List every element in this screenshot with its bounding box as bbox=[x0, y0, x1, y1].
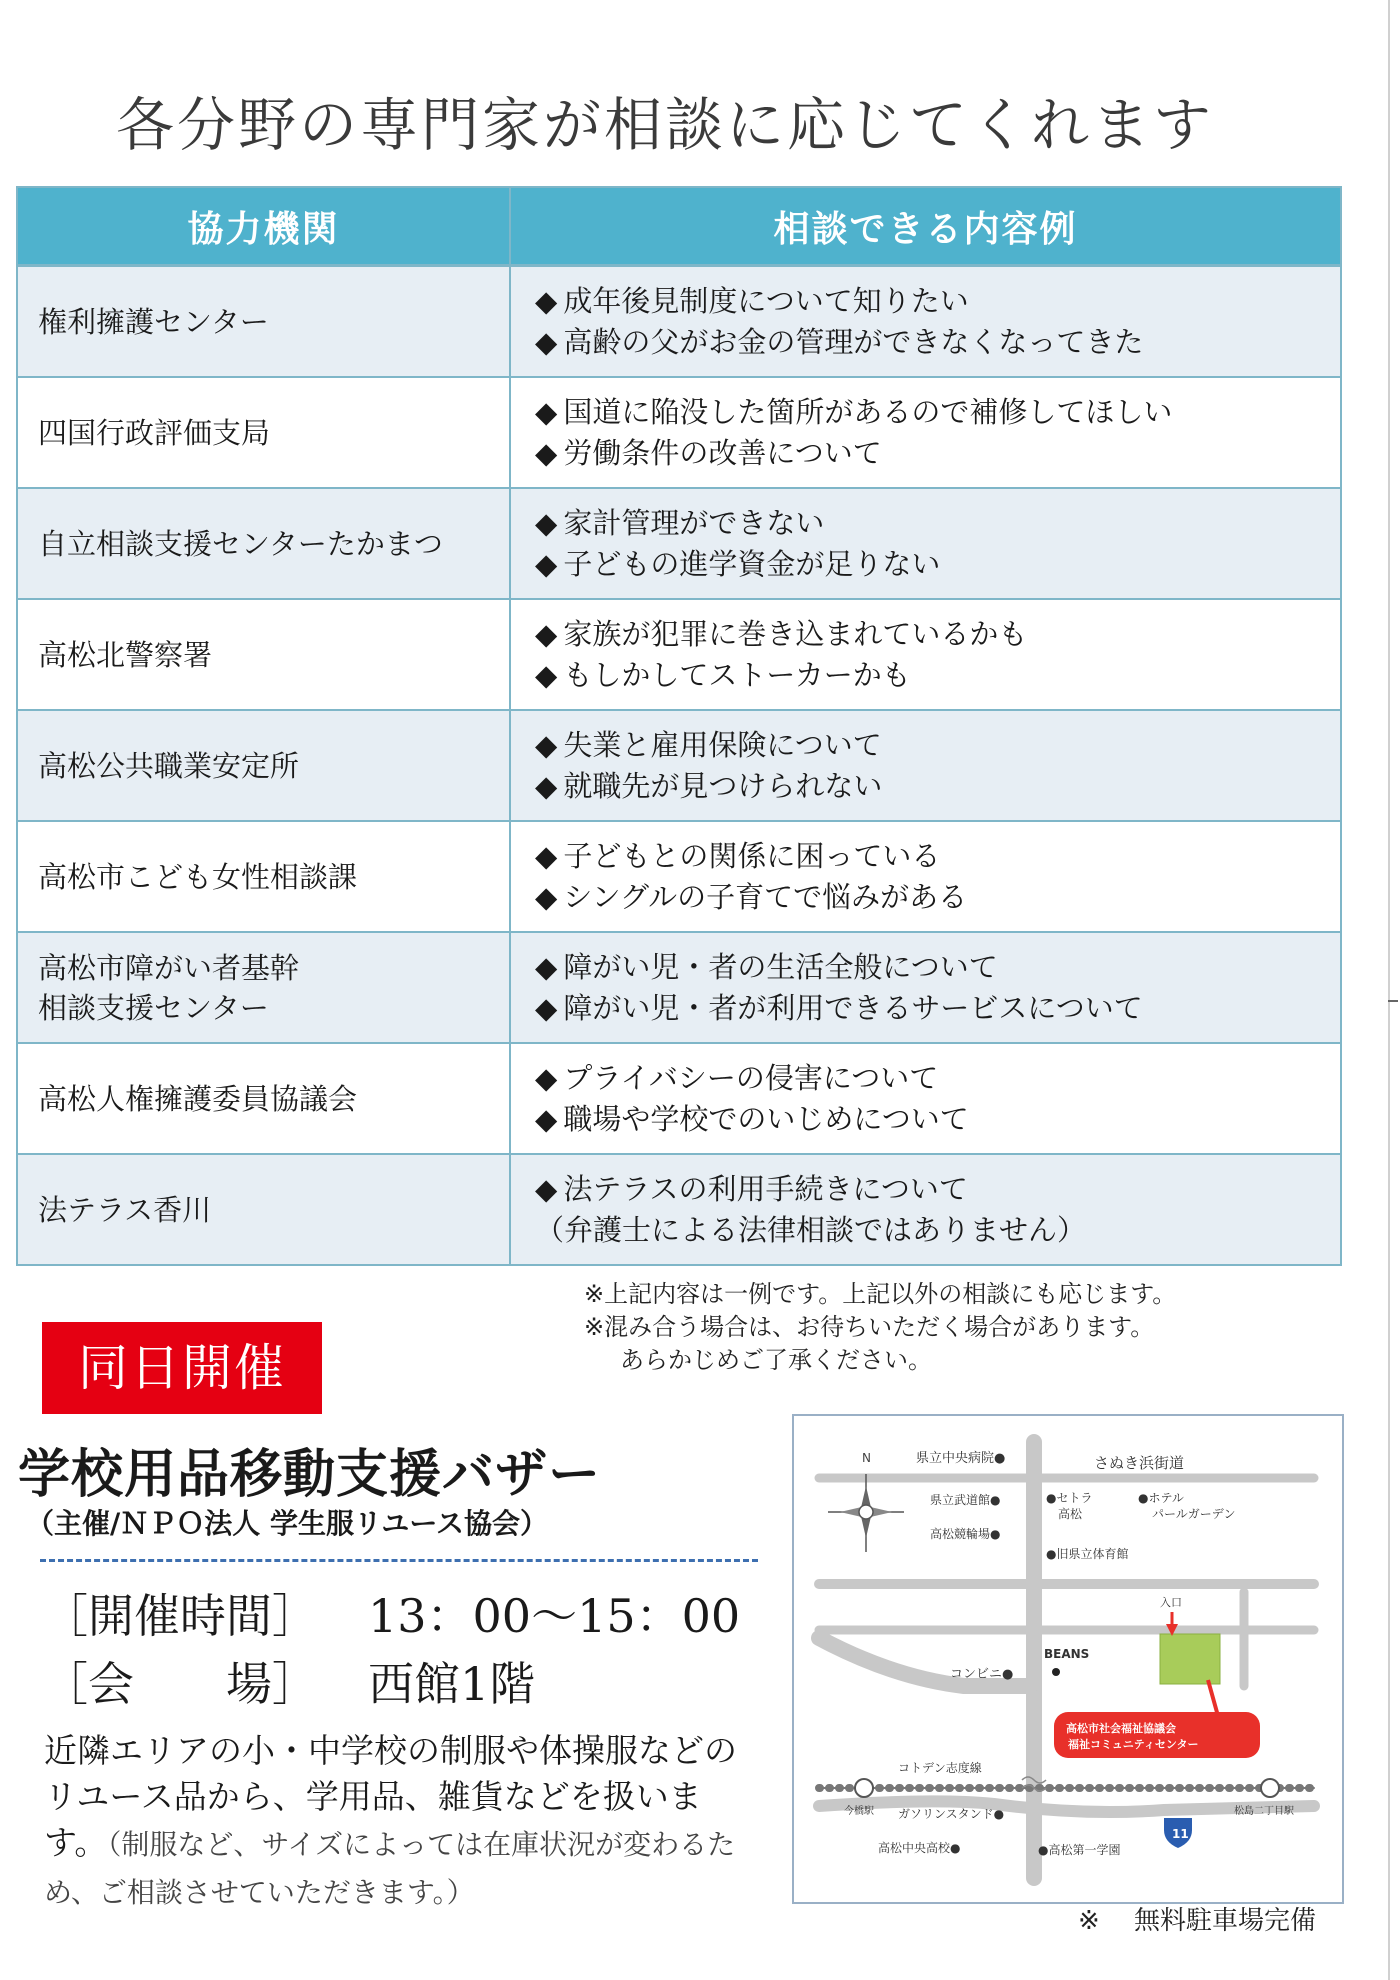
label-keirin: 高松競輪場● bbox=[930, 1527, 1001, 1541]
example-text: 就職先が見つけられない bbox=[563, 768, 883, 803]
example-item bbox=[535, 766, 1339, 807]
example-item bbox=[535, 433, 1339, 474]
diamond-bullet-icon: ◆ bbox=[535, 1101, 558, 1136]
label-hotel-2: パールガーデン bbox=[1152, 1507, 1236, 1521]
diamond-bullet-icon: ◆ bbox=[535, 768, 558, 803]
examples-cell bbox=[510, 821, 1341, 932]
organization-cell bbox=[17, 488, 510, 599]
diamond-bullet-icon: ◆ bbox=[535, 1060, 558, 1095]
example-text: 子どもの進学資金が足りない bbox=[563, 546, 941, 581]
example-item bbox=[535, 1058, 1339, 1099]
example-item bbox=[535, 392, 1339, 433]
example-item bbox=[535, 1169, 1339, 1210]
example-text: 高齢の父がお金の管理ができなくなってきた bbox=[563, 324, 1144, 359]
venue-callout bbox=[1054, 1712, 1260, 1758]
diamond-bullet-icon: ◆ bbox=[535, 949, 558, 984]
example-text: 労働条件の改善について bbox=[563, 435, 882, 470]
example-text: 法テラスの利用手続きについて bbox=[563, 1171, 968, 1206]
example-item bbox=[535, 544, 1339, 585]
organization-cell bbox=[17, 932, 510, 1043]
label-center-1: 高松市社会福祉協議会 bbox=[1066, 1722, 1176, 1735]
table-row bbox=[17, 266, 1341, 378]
organization-cell bbox=[17, 710, 510, 821]
example-item bbox=[535, 655, 1339, 696]
examples-cell bbox=[510, 1154, 1341, 1265]
organization-cell bbox=[17, 599, 510, 710]
organization-name: 高松市こども女性相談課 bbox=[38, 859, 358, 894]
diamond-bullet-icon: ◆ bbox=[535, 879, 558, 914]
callout-pointer bbox=[1208, 1680, 1218, 1716]
label-budokan: 県立武道館● bbox=[930, 1493, 1001, 1507]
example-text: 職場や学校でのいじめについて bbox=[563, 1101, 969, 1136]
diamond-bullet-icon: ◆ bbox=[535, 435, 558, 470]
right-margin-rule bbox=[1388, 0, 1390, 1980]
bazaar-time-row bbox=[42, 1580, 740, 1646]
bazaar-description bbox=[44, 1728, 764, 1916]
organization-cell bbox=[17, 1154, 510, 1265]
example-note: （弁護士による法律相談ではありません） bbox=[535, 1212, 1087, 1247]
label-entrance: 入口 bbox=[1160, 1596, 1182, 1609]
examples-cell bbox=[510, 932, 1341, 1043]
right-margin-tick bbox=[1388, 1000, 1398, 1002]
table-row bbox=[17, 710, 1341, 821]
time-value: 13：00～15：00 bbox=[368, 1589, 741, 1643]
organization-name: 自立相談支援センターたかまつ bbox=[38, 526, 443, 561]
example-item bbox=[535, 988, 1339, 1029]
organization-name: 高松公共職業安定所 bbox=[38, 748, 300, 783]
example-item bbox=[535, 836, 1339, 877]
venue-label: ［会 場］ bbox=[42, 1657, 318, 1711]
consultation-table bbox=[16, 186, 1342, 1266]
example-text: 子どもとの関係に困っている bbox=[563, 838, 941, 873]
label-conveni: コンビニ● bbox=[950, 1667, 1014, 1682]
access-map bbox=[792, 1414, 1344, 1904]
page-title: 各分野の専門家が相談に応じてくれます bbox=[115, 91, 1214, 159]
example-text: 失業と雇用保険について bbox=[563, 727, 882, 762]
station-matsushima-marker bbox=[1261, 1779, 1279, 1797]
compass-center bbox=[859, 1505, 873, 1519]
example-text: プライバシーの侵害について bbox=[563, 1060, 939, 1095]
organization-name: 高松北警察署 bbox=[38, 637, 213, 672]
diamond-bullet-icon: ◆ bbox=[535, 727, 558, 762]
example-item bbox=[535, 503, 1339, 544]
label-setora-2: 高松 bbox=[1058, 1507, 1083, 1521]
example-item bbox=[535, 725, 1339, 766]
diamond-bullet-icon: ◆ bbox=[535, 1171, 558, 1206]
example-text: 障がい児・者が利用できるサービスについて bbox=[563, 990, 1143, 1025]
example-text: 国道に陥没した箇所があるので補修してほしい bbox=[563, 394, 1173, 429]
organization-cell bbox=[17, 1043, 510, 1154]
diamond-bullet-icon: ◆ bbox=[535, 657, 558, 692]
label-beans: BEANS bbox=[1044, 1647, 1090, 1661]
organization-name: 四国行政評価支局 bbox=[38, 415, 271, 450]
example-item bbox=[535, 614, 1339, 655]
beans-dot bbox=[1052, 1668, 1060, 1676]
label-sanuki-road: さぬき浜街道 bbox=[1094, 1454, 1185, 1472]
label-gym: ●旧県立体育館 bbox=[1046, 1547, 1129, 1561]
organization-name: 高松市障がい者基幹 bbox=[38, 950, 300, 985]
label-chuo-hs: 高松中央高校● bbox=[878, 1841, 961, 1855]
example-item bbox=[535, 322, 1339, 363]
description-text: 近隣エリアの小・中学校の制服や体操服などのリユース品から、学用品、雑貨などを扱います。 bbox=[44, 1731, 737, 1862]
table-row bbox=[17, 599, 1341, 710]
header-examples: 相談できる内容例 bbox=[510, 187, 1341, 266]
organization-name: 法テラス香川 bbox=[38, 1192, 212, 1227]
note-line: ※上記内容は一例です。上記以外の相談にも応じます。 bbox=[584, 1280, 1177, 1308]
header-organization: 協力機関 bbox=[17, 187, 510, 266]
example-item bbox=[535, 1099, 1339, 1140]
venue-value: 西館1階 bbox=[368, 1657, 536, 1711]
bazaar-venue-row bbox=[42, 1648, 535, 1714]
label-kotoden: コトデン志度線 bbox=[898, 1761, 982, 1775]
example-item bbox=[535, 947, 1339, 988]
diamond-bullet-icon: ◆ bbox=[535, 616, 558, 651]
table-row bbox=[17, 932, 1341, 1043]
label-route-11: 11 bbox=[1172, 1827, 1189, 1841]
description-note: （制服など、サイズによっては在庫状況が変わるため、ご相談させていただきます。） bbox=[44, 1828, 736, 1909]
label-hotel: ●ホテル bbox=[1138, 1491, 1184, 1505]
example-item bbox=[535, 877, 1339, 918]
table-row bbox=[17, 488, 1341, 599]
organization-name: 高松人権擁護委員協議会 bbox=[38, 1081, 358, 1116]
bazaar-title: 学校用品移動支援バザー bbox=[18, 1444, 602, 1505]
organization-cell bbox=[17, 266, 510, 378]
label-matsushima: 松島二丁目駅 bbox=[1234, 1806, 1294, 1817]
example-text: 成年後見制度について知りたい bbox=[563, 283, 969, 318]
table-row bbox=[17, 1043, 1341, 1154]
diamond-bullet-icon: ◆ bbox=[535, 324, 558, 359]
bazaar-organizer: （主催/ＮＰＯ法人 学生服リユース協会） bbox=[26, 1507, 549, 1540]
same-day-event-badge: 同日開催 bbox=[42, 1322, 322, 1414]
venue-building bbox=[1160, 1634, 1220, 1684]
table-row bbox=[17, 821, 1341, 932]
example-text: 家計管理ができない bbox=[563, 505, 825, 540]
label-gas-station: ガソリンスタンド● bbox=[898, 1807, 1005, 1821]
examples-cell bbox=[510, 266, 1341, 378]
diamond-bullet-icon: ◆ bbox=[535, 283, 558, 318]
example-text: 家族が犯罪に巻き込まれているかも bbox=[563, 616, 1028, 651]
diamond-bullet-icon: ◆ bbox=[535, 505, 558, 540]
organization-name-line2: 相談支援センター bbox=[38, 990, 269, 1025]
example-item bbox=[535, 281, 1339, 322]
diamond-bullet-icon: ◆ bbox=[535, 394, 558, 429]
examples-cell bbox=[510, 377, 1341, 488]
dashed-divider bbox=[40, 1559, 758, 1562]
note-line: あらかじめご了承ください。 bbox=[620, 1346, 932, 1374]
table-row bbox=[17, 377, 1341, 488]
examples-cell bbox=[510, 1043, 1341, 1154]
examples-cell bbox=[510, 710, 1341, 821]
note-line: ※混み合う場合は、お待ちいただく場合があります。 bbox=[584, 1313, 1155, 1341]
example-text: もしかしてストーカーかも bbox=[563, 657, 911, 692]
organization-name: 権利擁護センター bbox=[38, 304, 269, 339]
label-imabashi: 今橋駅 bbox=[844, 1806, 874, 1817]
access-map-svg bbox=[794, 1416, 1342, 1902]
label-setora: ●セトラ bbox=[1046, 1491, 1093, 1505]
organization-cell bbox=[17, 377, 510, 488]
station-imabashi-marker bbox=[855, 1779, 873, 1797]
diamond-bullet-icon: ◆ bbox=[535, 546, 558, 581]
example-text: 障がい児・者の生活全般について bbox=[563, 949, 998, 984]
label-daiichi-hs: ●高松第一学園 bbox=[1038, 1843, 1121, 1857]
examples-cell bbox=[510, 599, 1341, 710]
examples-cell bbox=[510, 488, 1341, 599]
parking-note: ※ 無料駐車場完備 bbox=[1078, 1906, 1317, 1936]
table-header-row bbox=[17, 187, 1341, 266]
label-center-2: 福祉コミュニティセンター bbox=[1068, 1738, 1199, 1751]
notes bbox=[584, 1278, 1344, 1377]
time-label: ［開催時間］ bbox=[42, 1589, 318, 1643]
table-row bbox=[17, 1154, 1341, 1265]
diamond-bullet-icon: ◆ bbox=[535, 990, 558, 1025]
example-text: シングルの子育てで悩みがある bbox=[563, 879, 968, 914]
compass bbox=[828, 1451, 904, 1552]
organization-cell bbox=[17, 821, 510, 932]
compass-north-label: N bbox=[862, 1451, 871, 1465]
label-hospital: 県立中央病院● bbox=[916, 1451, 1006, 1466]
diamond-bullet-icon: ◆ bbox=[535, 838, 558, 873]
